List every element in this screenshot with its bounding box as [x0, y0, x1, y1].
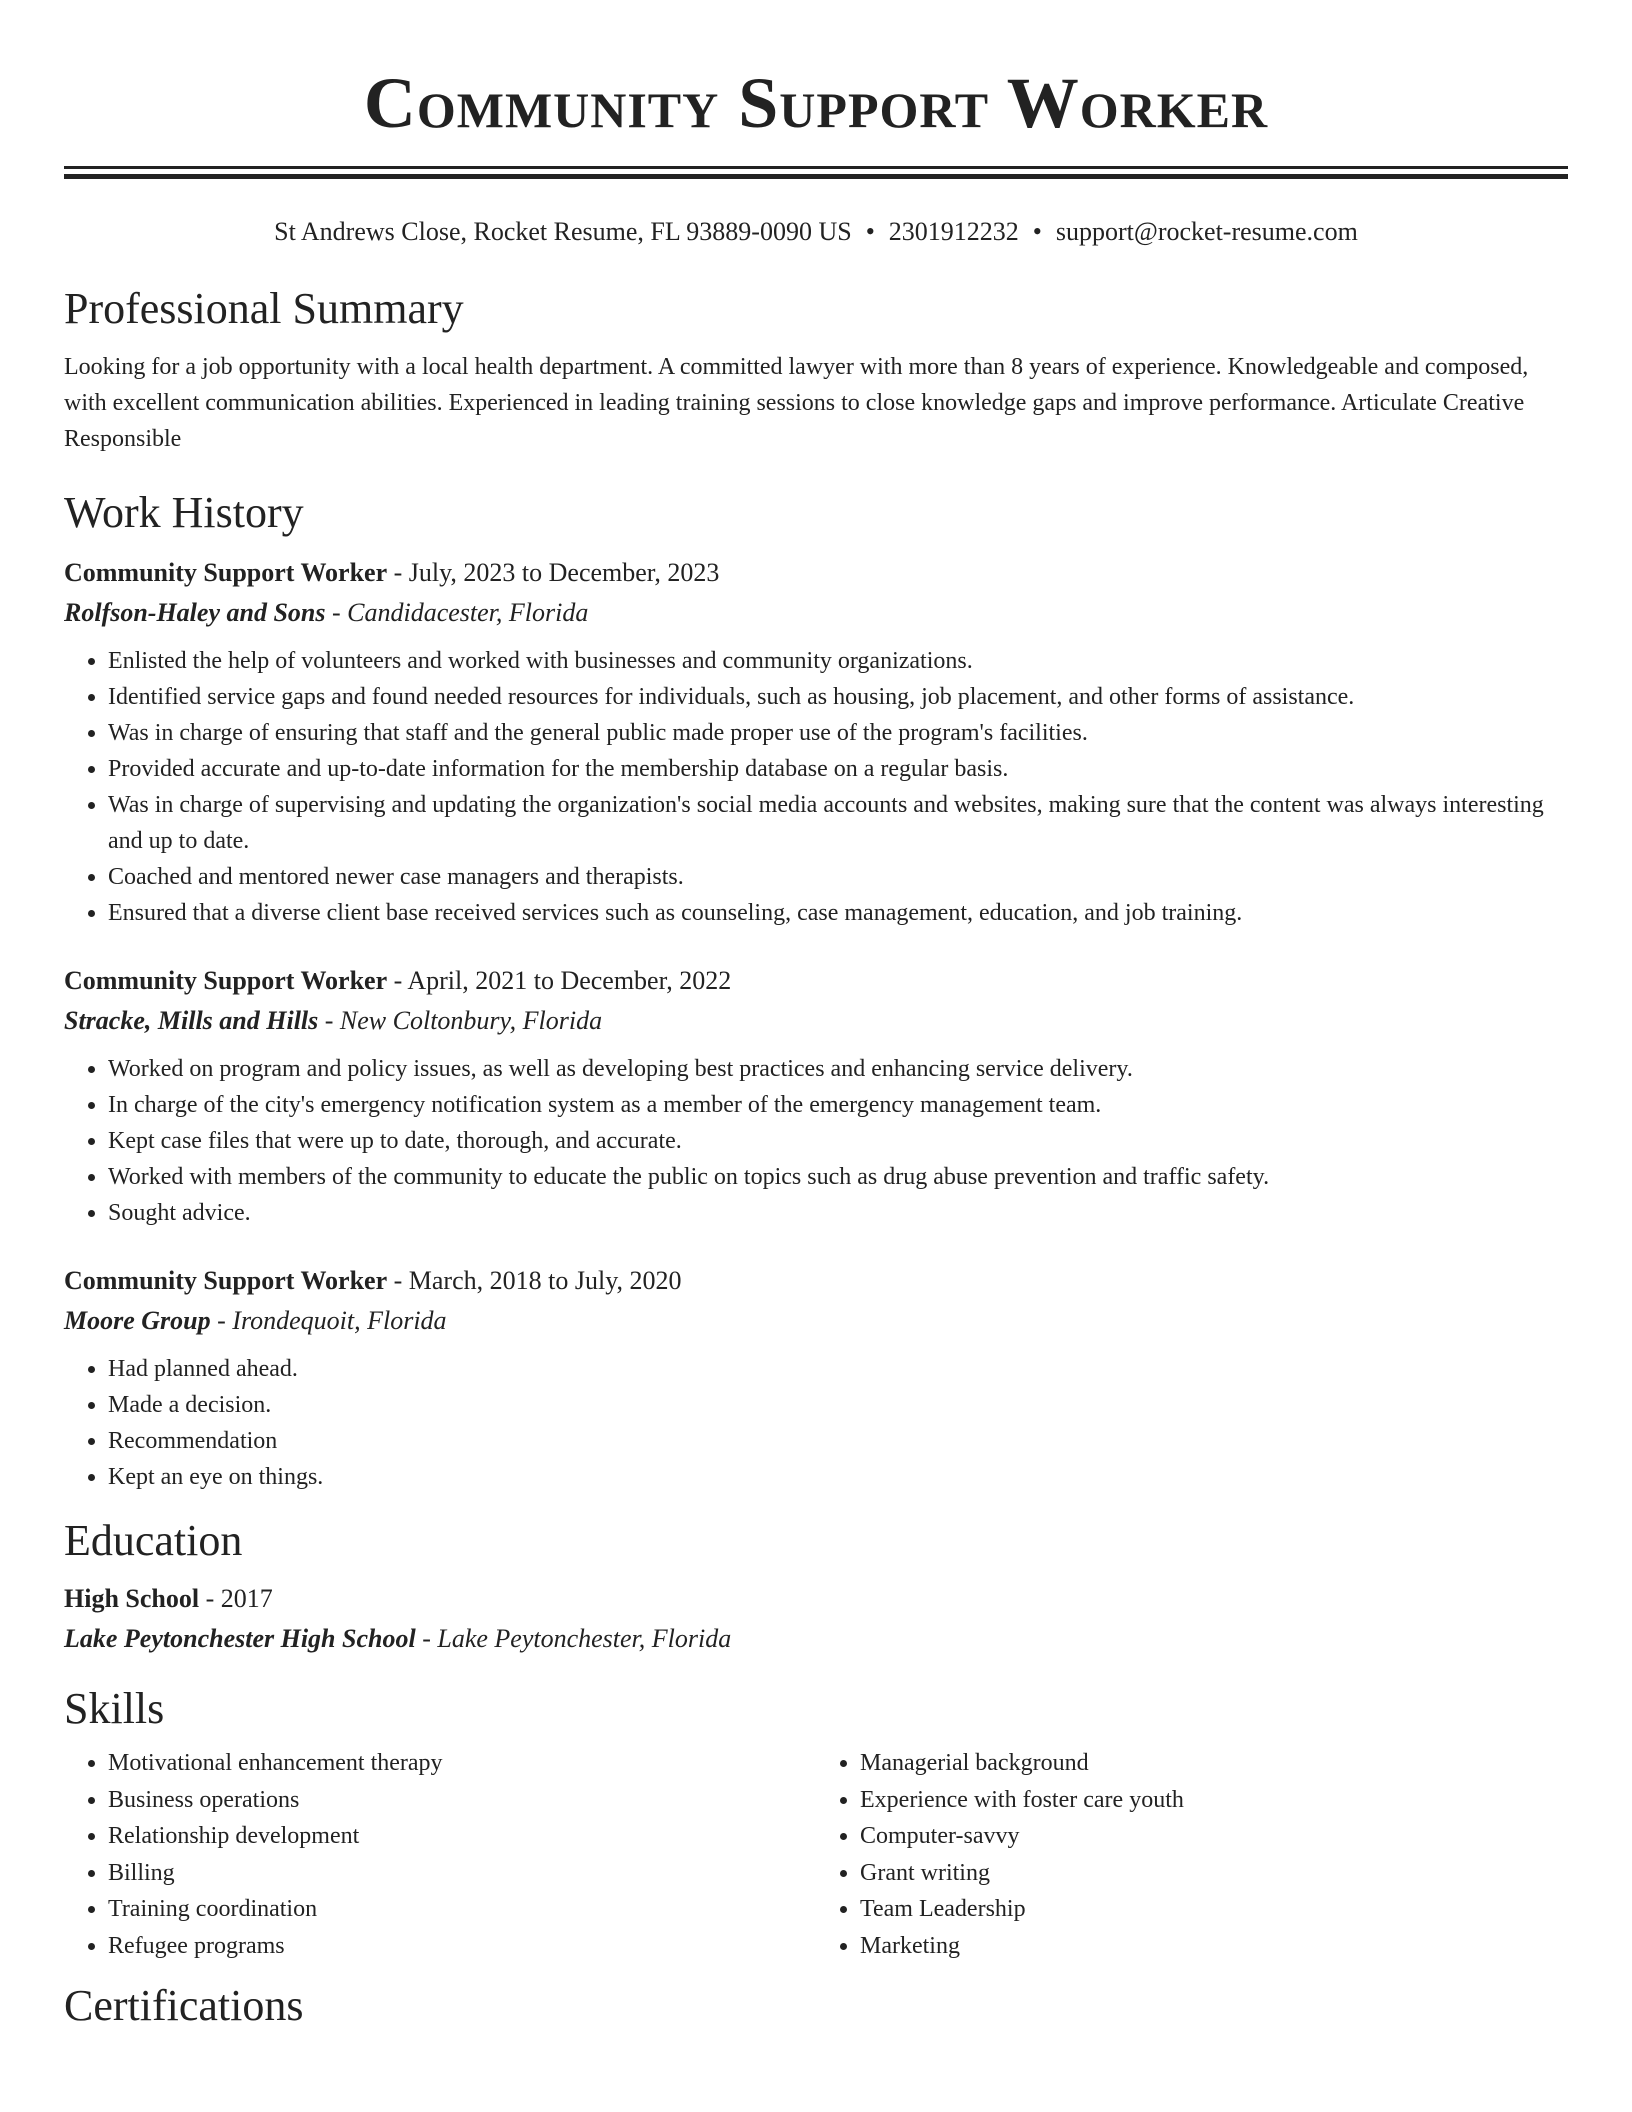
section-heading-certifications: Certifications [64, 1981, 304, 2030]
education-year: - 2017 [199, 1584, 273, 1613]
education-location: - Lake Peytonchester, Florida [415, 1624, 732, 1653]
list-item: • Ensured that a diverse client base received services such as counseling, case management, education, and job training. [108, 895, 1568, 931]
job-entry [64, 1261, 1568, 1495]
skills-column-left [64, 1745, 816, 1964]
list-item: • Business operations [108, 1782, 816, 1819]
contact-address: St Andrews Close, Rocket Resume, FL 93889-0090 US [274, 217, 852, 246]
job-header [64, 961, 1568, 1001]
job-title: Community Support Worker [64, 966, 388, 995]
list-item: • Provided accurate and up-to-date information for the membership database on a regular basis. [108, 751, 1568, 787]
list-item: • Motivational enhancement therapy [108, 1745, 816, 1782]
contact-separator: • [865, 217, 875, 246]
job-company-line [64, 1301, 1568, 1341]
list-item: • Relationship development [108, 1818, 816, 1855]
job-dates: - April, 2021 to December, 2022 [387, 966, 732, 995]
job-title: Community Support Worker [64, 1266, 388, 1295]
list-item: • Was in charge of ensuring that staff and the general public made proper use of the program's facilities. [108, 715, 1568, 751]
list-item: • Kept an eye on things. [108, 1459, 1568, 1495]
job-bullets [64, 643, 1568, 931]
list-item: • Training coordination [108, 1891, 816, 1928]
section-heading-work-history: Work History [64, 488, 304, 537]
list-item: • Managerial background [860, 1745, 1568, 1782]
job-entry [64, 553, 1568, 931]
education-entry [64, 1579, 1568, 1659]
list-item: • In charge of the city's emergency notification system as a member of the emergency management team. [108, 1087, 1568, 1123]
job-bullets [64, 1051, 1568, 1231]
list-item: • Sought advice. [108, 1195, 1568, 1231]
list-item: • Coached and mentored newer case managers and therapists. [108, 859, 1568, 895]
list-item: • Was in charge of supervising and updating the organization's social media accounts and websites, making sure that the content was always interesting and up to date. [108, 787, 1568, 859]
contact-email: support@rocket-resume.com [1055, 217, 1358, 246]
list-item: • Kept case files that were up to date, thorough, and accurate. [108, 1123, 1568, 1159]
list-item: • Billing [108, 1855, 816, 1892]
job-bullets [64, 1351, 1568, 1495]
education-degree: High School [64, 1584, 200, 1613]
job-title: Community Support Worker [64, 558, 388, 587]
skills-list [64, 1745, 1568, 1964]
job-company: Rolfson-Haley and Sons [64, 598, 326, 627]
title-rule-bottom [64, 174, 1568, 179]
summary-text: Looking for a job opportunity with a local health department. A committed lawyer with more than 8 years of experience. Knowledgeable and composed, with excellent communication abilities. Experienced in leading training sessions to close knowledge gaps and improve performance. Articulate Creative Responsible [64, 354, 1529, 452]
job-company: Moore Group [64, 1306, 211, 1335]
list-item: • Worked on program and policy issues, as well as developing best practices and enhancing service delivery. [108, 1051, 1568, 1087]
section-heading-education: Education [64, 1516, 243, 1565]
list-item: • Team Leadership [860, 1891, 1568, 1928]
resume-title: Community Support Worker [363, 63, 1269, 143]
job-entry [64, 961, 1568, 1231]
list-item: • Had planned ahead. [108, 1351, 1568, 1387]
job-location: - Candidacester, Florida [325, 598, 589, 627]
job-company: Stracke, Mills and Hills [64, 1006, 319, 1035]
job-header [64, 1261, 1568, 1301]
list-item: • Experience with foster care youth [860, 1782, 1568, 1819]
section-heading-skills: Skills [64, 1684, 165, 1733]
education-school-line [64, 1619, 1568, 1659]
title-rule-top [64, 166, 1568, 169]
job-dates: - March, 2018 to July, 2020 [387, 1266, 682, 1295]
education-school: Lake Peytonchester High School [64, 1624, 416, 1653]
skills-column-right [816, 1745, 1568, 1964]
list-item: • Worked with members of the community to educate the public on topics such as drug abuse prevention and traffic safety. [108, 1159, 1568, 1195]
list-item: • Made a decision. [108, 1387, 1568, 1423]
job-company-line [64, 593, 1568, 633]
list-item: • Computer-savvy [860, 1818, 1568, 1855]
job-location: - Irondequoit, Florida [210, 1306, 447, 1335]
list-item: • Refugee programs [108, 1928, 816, 1965]
job-location: - New Coltonbury, Florida [318, 1006, 603, 1035]
section-heading-summary: Professional Summary [64, 284, 464, 333]
list-item: • Marketing [860, 1928, 1568, 1965]
list-item: • Enlisted the help of volunteers and worked with businesses and community organizations. [108, 643, 1568, 679]
education-header [64, 1579, 1568, 1619]
job-header [64, 553, 1568, 593]
list-item: • Recommendation [108, 1423, 1568, 1459]
job-company-line [64, 1001, 1568, 1041]
contact-phone: 2301912232 [888, 217, 1019, 246]
contact-separator: • [1032, 217, 1042, 246]
list-item: • Identified service gaps and found needed resources for individuals, such as housing, job placement, and other forms of assistance. [108, 679, 1568, 715]
contact-line [64, 215, 1568, 249]
list-item: • Grant writing [860, 1855, 1568, 1892]
job-dates: - July, 2023 to December, 2023 [387, 558, 720, 587]
